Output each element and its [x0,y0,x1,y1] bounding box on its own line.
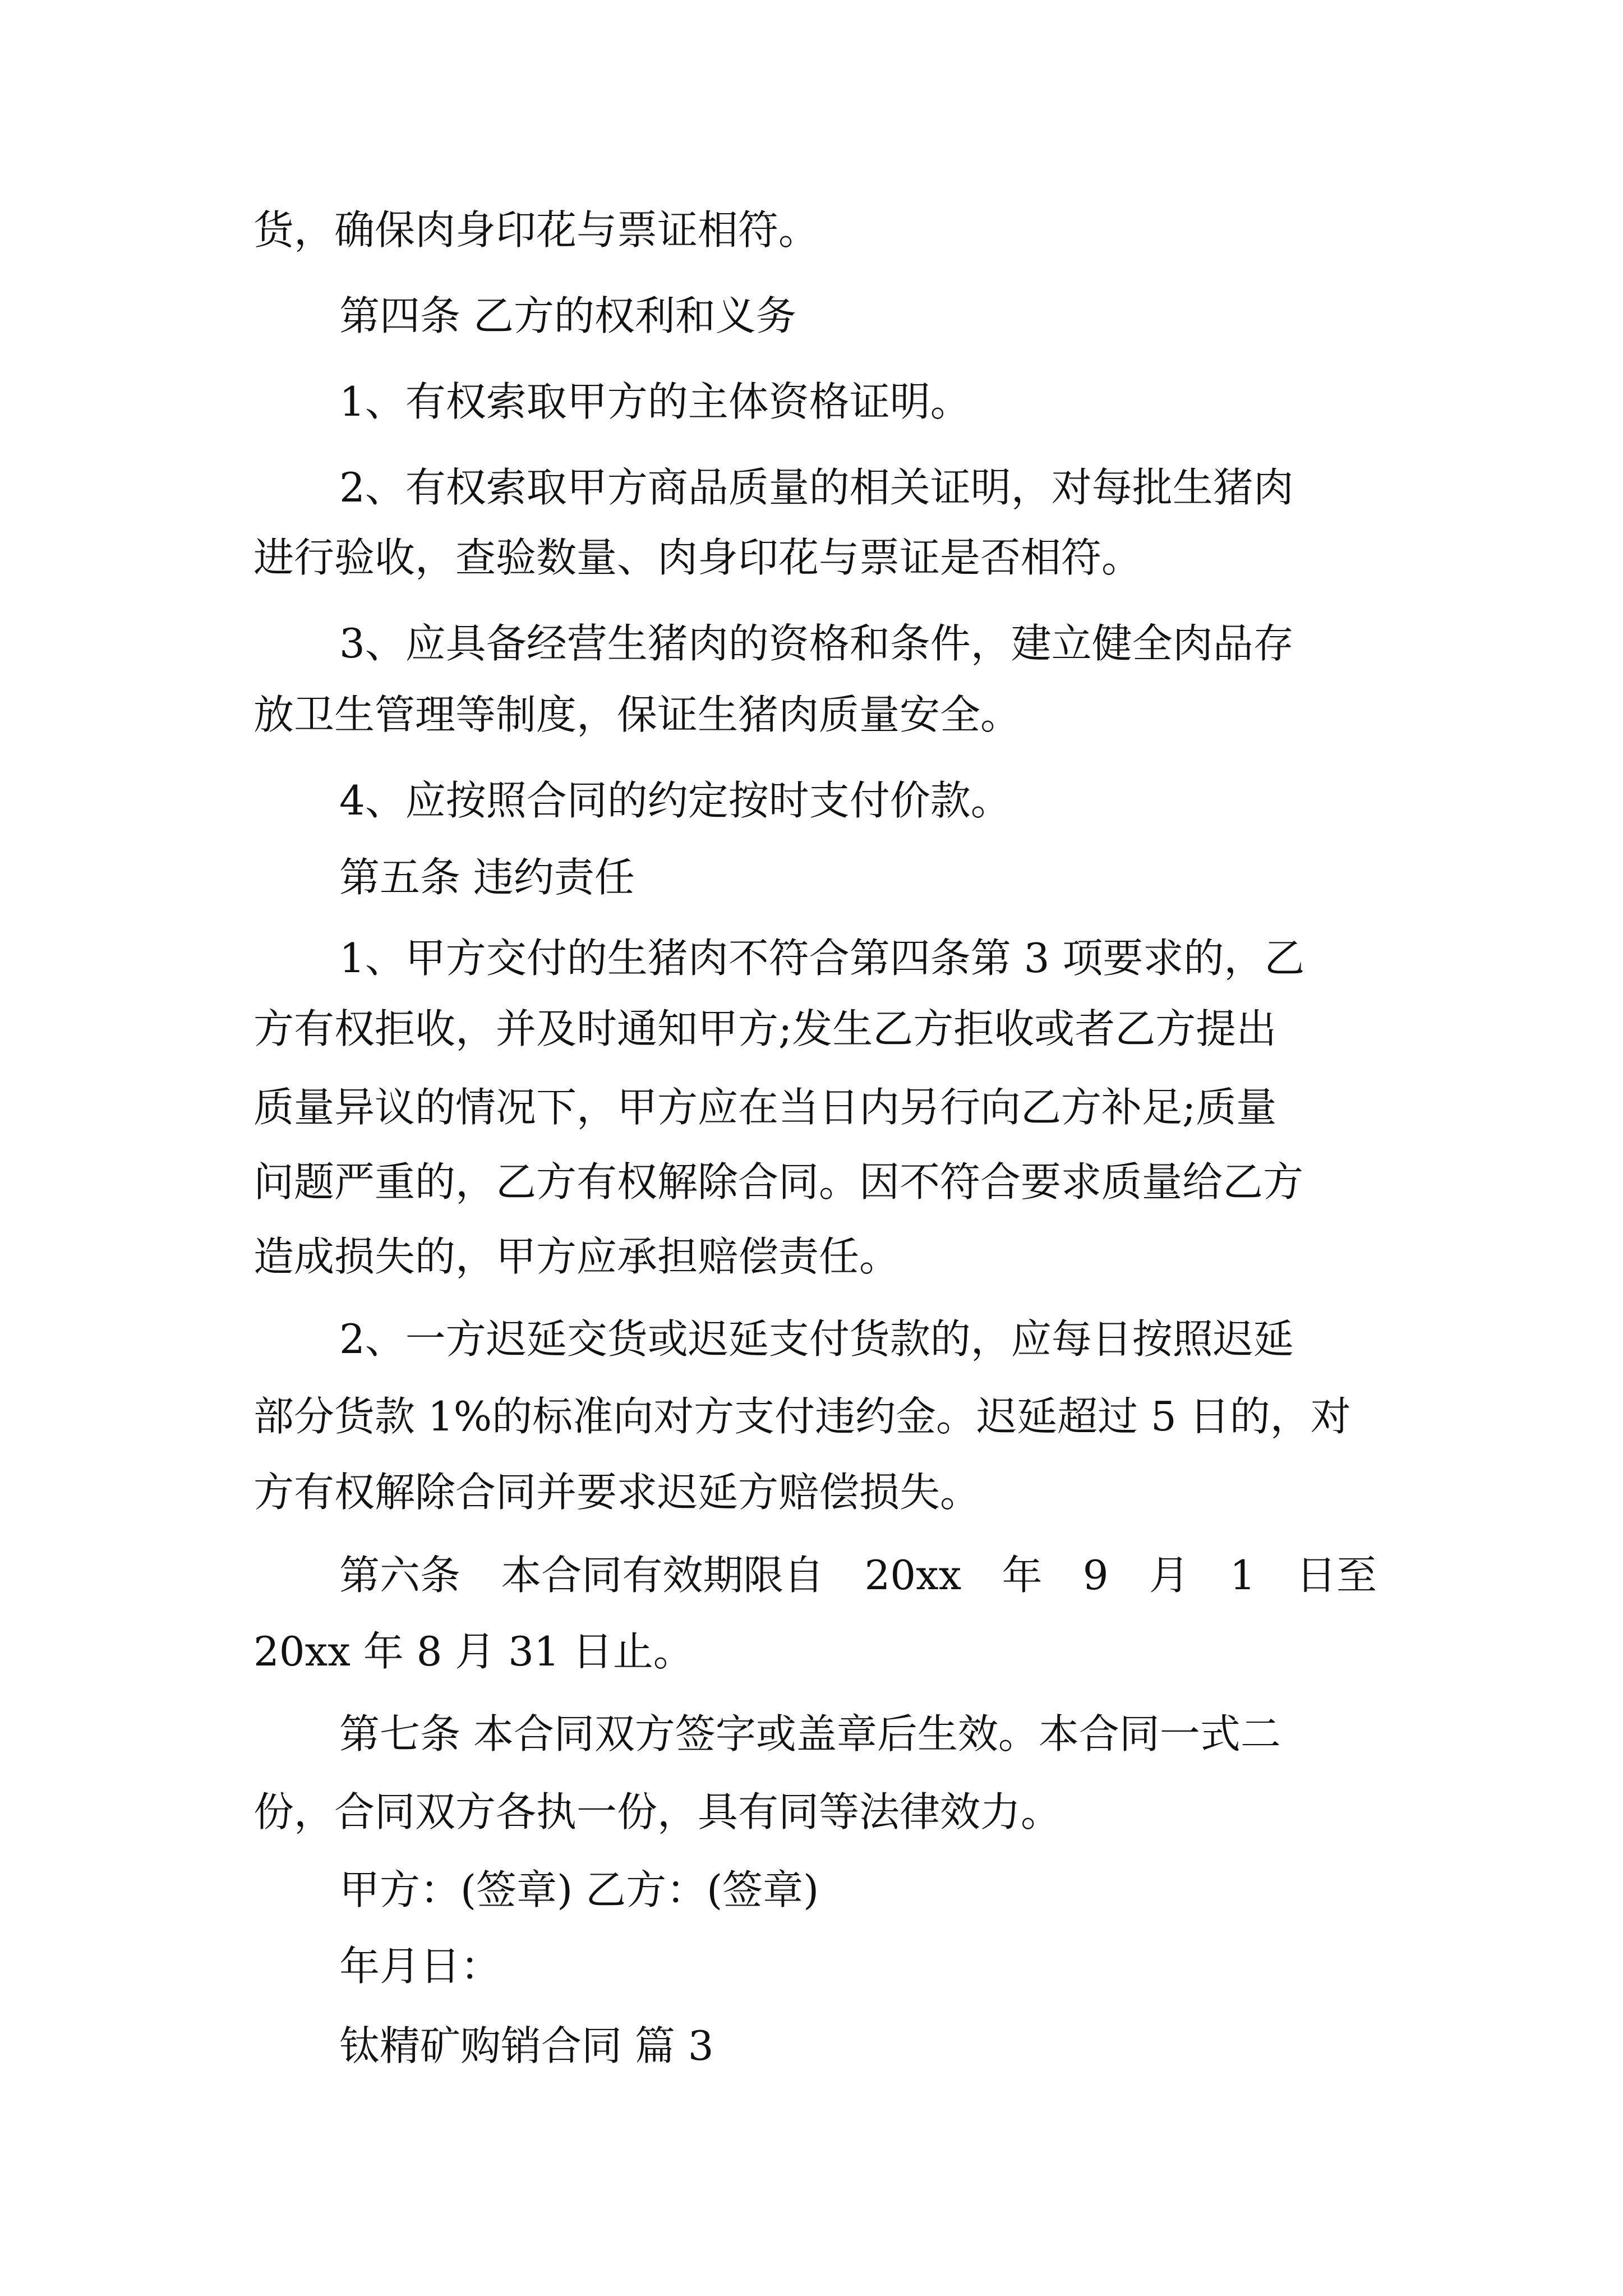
paragraph-line: 问题严重的，乙方有权解除合同。因不符合要求质量给乙方 [253,1158,1304,1205]
paragraph-line: 部分货款 1%的标准向对方支付违约金。迟延超过 5 日的，对 [253,1393,1351,1440]
article-7-line: 第七条 本合同双方签字或盖章后生效。本合同一式二 [339,1710,1281,1757]
paragraph-line: 方有权拒收，并及时通知甲方;发生乙方拒收或者乙方提出 [253,1005,1277,1052]
paragraph-line: 1、有权索取甲方的主体资格证明。 [339,378,971,425]
paragraph-line: 放卫生管理等制度，保证生猪肉质量安全。 [253,691,1021,738]
article-5-heading: 第五条 违约责任 [339,854,635,901]
article-6-day-unit: 日至 [1295,1552,1377,1599]
date-line: 年月日： [339,1943,501,1990]
article-6-month-unit: 月 [1149,1552,1189,1599]
paragraph-line: 方有权解除合同并要求迟延方赔偿损失。 [253,1469,981,1516]
article-6-year-unit: 年 [1002,1552,1043,1599]
paragraph-line: 进行验收，查验数量、肉身印花与票证是否相符。 [253,534,1142,581]
article-6-month: 9 [1082,1552,1109,1599]
article-6-day: 1 [1229,1552,1256,1599]
paragraph-line: 2、一方迟延交货或迟延支付货款的，应每日按照迟延 [339,1315,1294,1363]
paragraph-line: 3、应具备经营生猪肉的资格和条件，建立健全肉品存 [339,620,1294,667]
section-title: 钛精矿购销合同 篇 3 [339,2022,714,2069]
signature-line: 甲方：(签章) 乙方：(签章) [339,1866,819,1913]
paragraph-line: 份，合同双方各执一份，具有同等法律效力。 [253,1788,1062,1835]
article-6-year: 20xx [864,1552,962,1599]
article-6-line [339,1547,1377,1603]
paragraph-line: 4、应按照合同的约定按时支付价款。 [339,777,1011,824]
article-4-heading: 第四条 乙方的权利和义务 [339,292,796,339]
paragraph-line: 20xx 年 8 月 31 日止。 [253,1628,694,1675]
paragraph-line: 1、甲方交付的生猪肉不符合第四条第 3 项要求的，乙 [339,935,1305,982]
paragraph-line: 造成损失的，甲方应承担赔偿责任。 [253,1233,900,1280]
paragraph-line: 2、有权索取甲方商品质量的相关证明，对每批生猪肉 [339,464,1294,511]
paragraph-line: 货，确保肉身印花与票证相符。 [253,206,819,254]
article-6-label: 第六条 [339,1552,461,1599]
paragraph-line: 质量异议的情况下，甲方应在当日内另行向乙方补足;质量 [253,1084,1277,1131]
article-6-text: 本合同有效期限自 [501,1552,824,1599]
